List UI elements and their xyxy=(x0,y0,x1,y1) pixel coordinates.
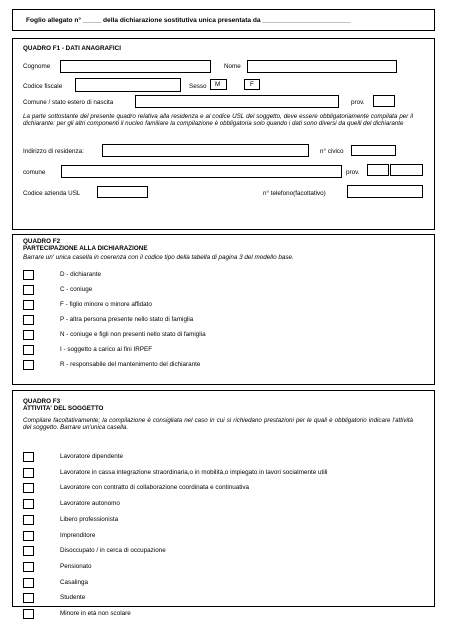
prov-label: prov. xyxy=(346,169,360,176)
f3-title2: ATTIVITA' DEL SOGGETTO xyxy=(23,405,104,412)
f2-option-label: C - coniuge xyxy=(60,286,93,293)
sesso-label: Sesso xyxy=(189,83,207,90)
f2-title2: PARTECIPAZIONE ALLA DICHIARAZIONE xyxy=(23,245,148,252)
indirizzo-field[interactable] xyxy=(102,144,309,157)
f2-checkbox[interactable] xyxy=(23,300,34,310)
usl-field[interactable] xyxy=(97,186,148,198)
f2-checkbox[interactable] xyxy=(23,345,34,355)
header-text: Foglio allegato n° _____ della dichiarazione sostitutiva unica presentata da ________________________ xyxy=(26,17,351,24)
telefono-field[interactable] xyxy=(347,185,423,198)
header-box xyxy=(12,9,435,31)
f3-checkbox[interactable] xyxy=(23,578,34,588)
f3-option-label: Lavoratore autonomo xyxy=(60,500,120,508)
cap-field[interactable] xyxy=(390,164,423,176)
f2-option-label: N - coniuge e figli non presenti nello stato di famiglia xyxy=(60,331,206,338)
f3-instruction: Compilare facoltativamente; la compilazione è consigliata nel caso in cui si richiedano prestazioni per le quali è obbligatorio indicare l'attività del soggetto. Barrare un'unica casella. xyxy=(23,417,413,432)
f2-checkbox[interactable] xyxy=(23,285,34,295)
f3-checkbox[interactable] xyxy=(23,468,34,478)
f2-option-label: P - altra persona presente nello stato di famiglia xyxy=(60,316,194,323)
f3-option-label: Studente xyxy=(60,594,86,602)
f3-option-label: Lavoratore con contratto di collaborazione coordinata e continuativa xyxy=(60,484,250,492)
f3-checkbox[interactable] xyxy=(23,609,34,619)
telefono-label: n° telefono(facoltativo) xyxy=(263,190,326,197)
f3-checkbox[interactable] xyxy=(23,562,34,572)
civico-label: n° civico xyxy=(320,148,344,155)
codice-fiscale-field[interactable] xyxy=(75,78,181,92)
f3-option-label: Casalinga xyxy=(60,578,89,586)
comune-nascita-field[interactable] xyxy=(135,95,339,108)
f3-option-label: Lavoratore in cassa integrazione straordinaria,o in mobilità,o impiegato in lavori socialmente utili xyxy=(60,468,328,476)
nome-field[interactable] xyxy=(247,60,397,73)
f2-checkbox[interactable] xyxy=(23,270,34,280)
cognome-label: Cognome xyxy=(23,63,51,70)
f3-option-label: Pensionato xyxy=(60,562,92,570)
f1-title: QUADRO F1 - DATI ANAGRAFICI xyxy=(23,45,121,52)
prov-nascita-label: prov. xyxy=(351,99,365,106)
f2-option-label: R - responsabile del mantenimento del dichiarante xyxy=(60,361,201,368)
f3-option-label: Imprenditore xyxy=(60,531,96,539)
f3-checkbox[interactable] xyxy=(23,593,34,603)
f2-option-label: D - dichiarante xyxy=(60,271,101,278)
f3-checkbox[interactable] xyxy=(23,499,34,509)
cognome-field[interactable] xyxy=(60,60,211,73)
indirizzo-label: Indirizzo di residenza: xyxy=(23,148,84,155)
comune-nascita-label: Comune / stato estero di nascita xyxy=(23,99,114,106)
codice-fiscale-label: Codice fiscale xyxy=(23,83,63,90)
sesso-m-label: M xyxy=(215,81,221,88)
f1-note: La parte sottostante del presente quadro relativa alla residenza e al codice USL del soggetto, deve essere obbligatoriamente compilata per il dichiarante: per gli altri componenti il nucleo familiare la compilazione è obbligatoria solo quando i dati sono diversi da quelli del dichiarante xyxy=(23,113,413,128)
f3-checkbox[interactable] xyxy=(23,515,34,525)
prov-field[interactable] xyxy=(367,164,389,176)
f3-checkbox[interactable] xyxy=(23,531,34,541)
f3-checkbox[interactable] xyxy=(23,546,34,556)
f3-checkbox[interactable] xyxy=(23,483,34,493)
f3-option-label: Minore in età non scolare xyxy=(60,610,131,617)
f3-option-label: Libero professionista xyxy=(60,515,119,523)
prov-nascita-field[interactable] xyxy=(373,95,395,107)
f2-checkbox[interactable] xyxy=(23,360,34,370)
sesso-f-label: F xyxy=(250,81,254,88)
f2-option-label: I - soggetto a carico ai fini IRPEF xyxy=(60,346,153,353)
f2-option-label: F - figlio minore o minore affidato xyxy=(60,301,152,308)
sesso-f-box[interactable] xyxy=(244,79,260,90)
f2-checkbox[interactable] xyxy=(23,315,34,325)
f3-title1: QUADRO F3 xyxy=(23,398,61,405)
f2-title1: QUADRO F2 xyxy=(23,238,61,245)
f3-option-label: Disoccupato / in cerca di occupazione xyxy=(60,547,166,555)
f3-checkbox[interactable] xyxy=(23,452,34,462)
f2-instruction: Barrare un' unica casella in coerenza con il codice tipo della tabella di pagina 3 del modello base. xyxy=(23,254,294,261)
sesso-m-box[interactable] xyxy=(210,79,227,90)
f2-checkbox[interactable] xyxy=(23,330,34,340)
usl-label: Codice azienda USL xyxy=(23,190,81,197)
f3-option-label: Lavoratore dipendente xyxy=(60,453,124,460)
comune-label: comune xyxy=(23,169,46,176)
civico-field[interactable] xyxy=(351,145,396,156)
comune-field[interactable] xyxy=(61,165,342,178)
nome-label: Nome xyxy=(224,63,241,70)
